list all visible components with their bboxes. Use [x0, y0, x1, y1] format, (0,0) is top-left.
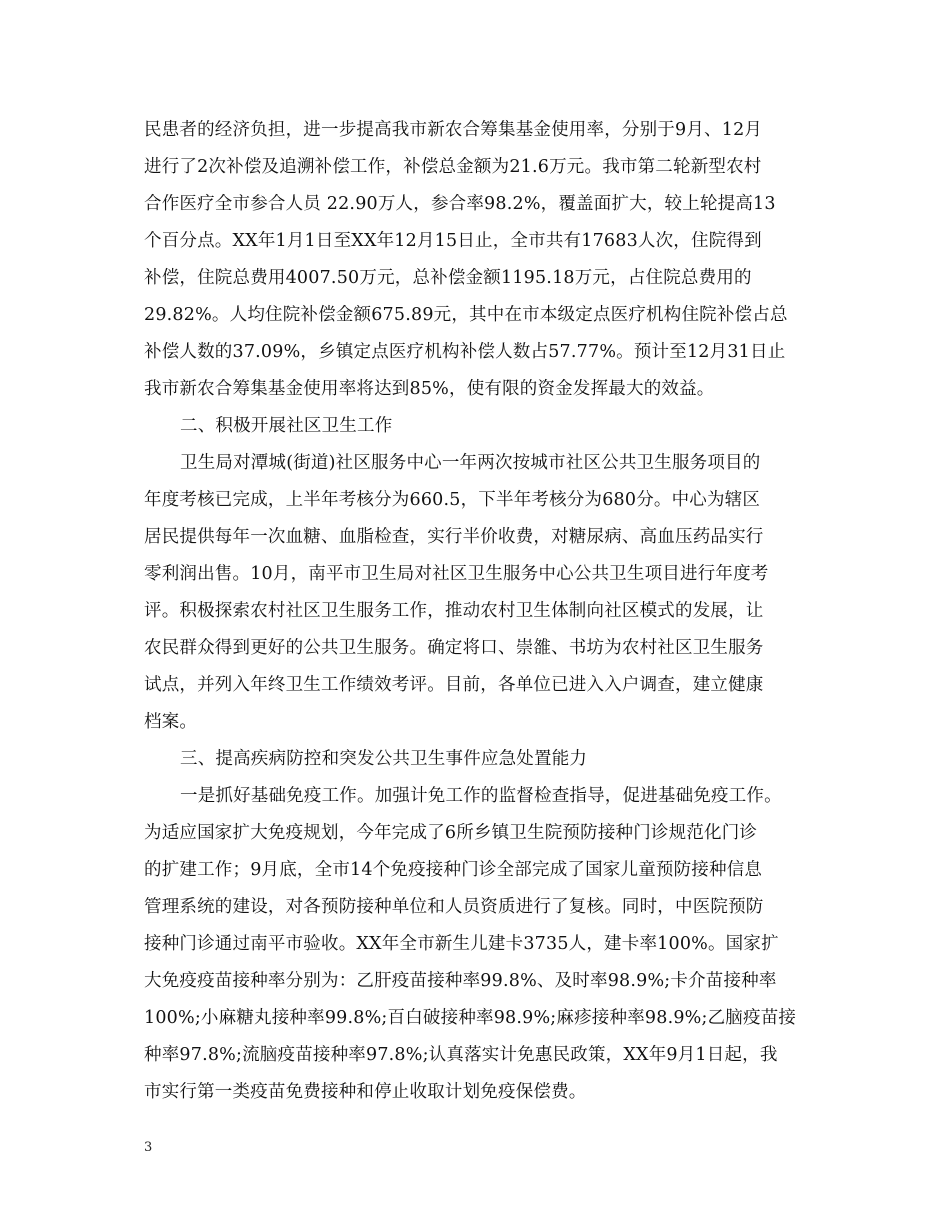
text-line: 的扩建工作；9月底，全市14个免疫接种门诊全部完成了国家儿童预防接种信息: [144, 860, 763, 880]
text-line: 补偿，住院总费用4007.50万元，总补偿金额1195.18万元，占住院总费用的: [144, 268, 752, 288]
text-line: 居民提供每年一次血糖、血脂检查，实行半价收费，对糖尿病、高血压药品实行: [144, 527, 764, 547]
text-line: 大免疫疫苗接种率分别为：乙肝疫苗接种率99.8%、及时率98.9%;卡介苗接种率: [144, 971, 777, 991]
text-line: 补偿人数的37.09%，乡镇定点医疗机构补偿人数占57.77%。预计至12月31日止: [144, 342, 786, 362]
text-line: 市实行第一类疫苗免费接种和停止收取计划免疫保偿费。: [144, 1082, 587, 1102]
text-line: 卫生局对潭城(街道)社区服务中心一年两次按城市社区公共卫生服务项目的: [180, 453, 761, 473]
page-number: 3: [144, 1140, 153, 1155]
text-line: 我市新农合筹集基金使用率将达到85%，使有限的资金发挥最大的效益。: [144, 379, 715, 399]
text-line: 为适应国家扩大免疫规划，今年完成了6所乡镇卫生院预防接种门诊规范化门诊: [144, 823, 758, 843]
text-line: 种率97.8%;流脑疫苗接种率97.8%;认真落实计免惠民政策，XX年9月1日起，我: [144, 1045, 778, 1065]
text-line: 进行了2次补偿及追溯补偿工作，补偿总金额为21.6万元。我市第二轮新型农村: [144, 157, 762, 177]
text-line: 一是抓好基础免疫工作。加强计免工作的监督检查指导，促进基础免疫工作。: [180, 786, 782, 806]
text-line: 档案。: [144, 712, 198, 732]
text-line: 接种门诊通过南平市验收。XX年全市新生儿建卡3735人，建卡率100%。国家扩: [144, 934, 779, 954]
text-line: 管理系统的建设，对各预防接种单位和人员资质进行了复核。同时，中医院预防: [144, 897, 764, 917]
text-line: 合作医疗全市参合人员 22.90万人，参合率98.2%，覆盖面扩大，较上轮提高13: [144, 194, 776, 214]
text-line: 民患者的经济负担，进一步提高我市新农合筹集基金使用率，分别于9月、12月: [144, 120, 763, 140]
section-heading: 二、积极开展社区卫生工作: [180, 416, 393, 436]
text-line: 评。积极探索农村社区卫生服务工作，推动农村卫生体制向社区模式的发展，让: [144, 601, 764, 621]
text-line: 零利润出售。10月，南平市卫生局对社区卫生服务中心公共卫生项目进行年度考: [144, 564, 769, 584]
text-line: 试点，并列入年终卫生工作绩效考评。目前，各单位已进入入户调查，建立健康: [144, 675, 764, 695]
text-line: 29.82%。人均住院补偿金额675.89元，其中在市本级定点医疗机构住院补偿占总: [144, 305, 788, 325]
section-heading: 三、提高疾病防控和突发公共卫生事件应急处置能力: [180, 749, 588, 769]
text-line: 农民群众得到更好的公共卫生服务。确定将口、崇雒、书坊为农村社区卫生服务: [144, 638, 764, 658]
text-line: 年度考核已完成，上半年考核分为660.5，下半年考核分为680分。中心为辖区: [144, 490, 761, 510]
text-line: 100%;小麻糖丸接种率99.8%;百白破接种率98.9%;麻疹接种率98.9%;乙脑疫苗接: [144, 1008, 797, 1028]
text-line: 个百分点。XX年1月1日至XX年12月15日止，全市共有17683人次，住院得到: [144, 231, 762, 251]
